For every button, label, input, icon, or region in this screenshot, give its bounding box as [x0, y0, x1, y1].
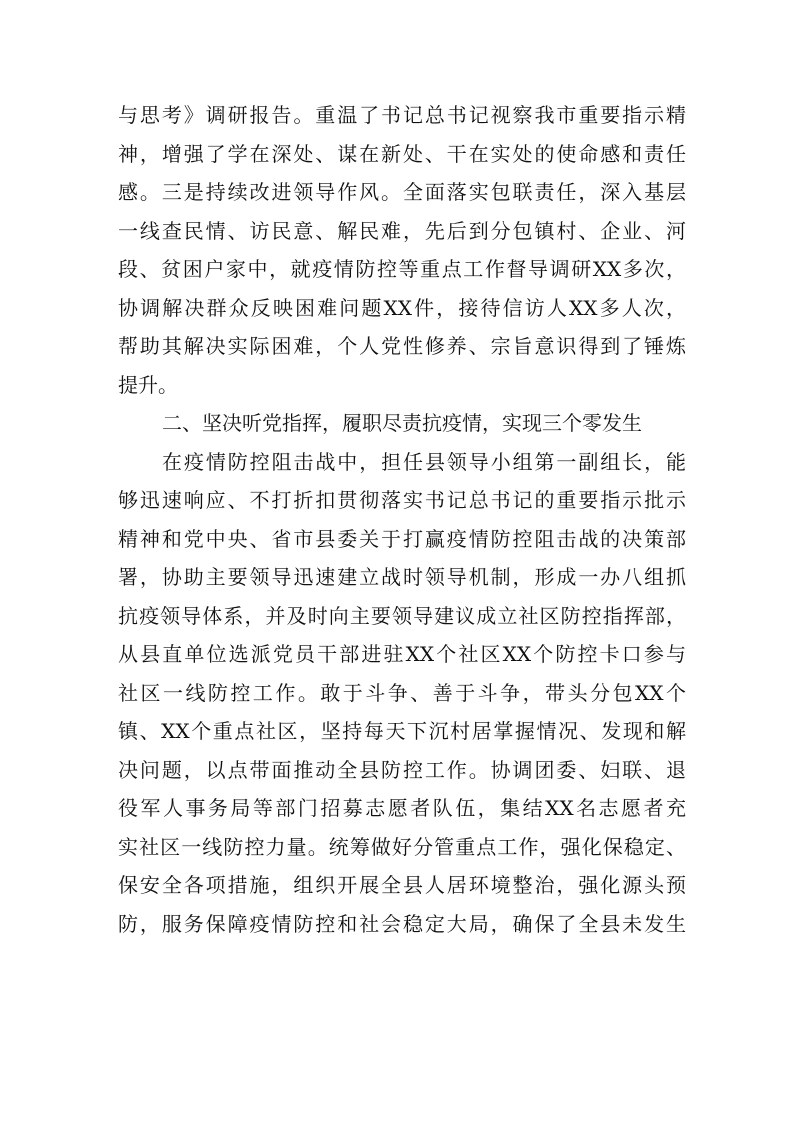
text-line: 感。三是持续改进领导作风。全面落实包联责任，深入基层	[118, 180, 686, 204]
text-line: 防，服务保障疫情防控和社会稳定大局，确保了全县未发生	[118, 911, 686, 936]
text-line: 实社区一线防控力量。统筹做好分管重点工作，强化保稳定、	[118, 834, 686, 859]
text-line: 精神和党中央、省市县委关于打赢疫情防控阻击战的决策部	[118, 526, 686, 551]
text-line: 提升。	[118, 372, 178, 397]
text-line: 够迅速响应、不打折扣贯彻落实书记总书记的重要指示批示	[118, 488, 686, 512]
text-line: 决问题，以点带面推动全县防控工作。协调团委、妇联、退	[118, 757, 686, 782]
text-line: 协调解决群众反映困难问题XX件，接待信访人XX多人次，	[118, 295, 686, 320]
document-body	[118, 96, 686, 943]
text-line: 保安全各项措施，组织开展全县人居环境整治，强化源头预	[118, 873, 686, 897]
text-line: 抗疫领导体系，并及时向主要领导建议成立社区防控指挥部，	[118, 603, 686, 628]
text-line: 社区一线防控工作。敢于斗争、善于斗争，带头分包XX个	[118, 680, 686, 705]
text-line: 镇、XX个重点社区，坚持每天下沉村居掌握情况、发现和解	[118, 719, 686, 743]
text-line: 一线查民情、访民意、解民难，先后到分包镇村、企业、河	[118, 218, 686, 243]
text-line: 署，协助主要领导迅速建立战时领导机制，形成一办八组抓	[118, 565, 686, 589]
section-heading: 二、坚决听党指挥，履职尽责抗疫情，实现三个零发生	[162, 411, 642, 435]
text-line: 与思考》调研报告。重温了书记总书记视察我市重要指示精	[118, 103, 686, 127]
text-line: 从县直单位选派党员干部进驻XX个社区XX个防控卡口参与	[118, 642, 686, 666]
text-line: 神，增强了学在深处、谋在新处、干在实处的使命感和责任	[118, 141, 686, 166]
text-line: 役军人事务局等部门招募志愿者队伍，集结XX名志愿者充	[118, 796, 686, 820]
text-line: 在疫情防控阻击战中，担任县领导小组第一副组长，能	[162, 449, 686, 474]
text-line: 段、贫困户家中，就疫情防控等重点工作督导调研XX多次，	[118, 257, 686, 281]
text-line: 帮助其解决实际困难，个人党性修养、宗旨意识得到了锤炼	[118, 334, 686, 358]
